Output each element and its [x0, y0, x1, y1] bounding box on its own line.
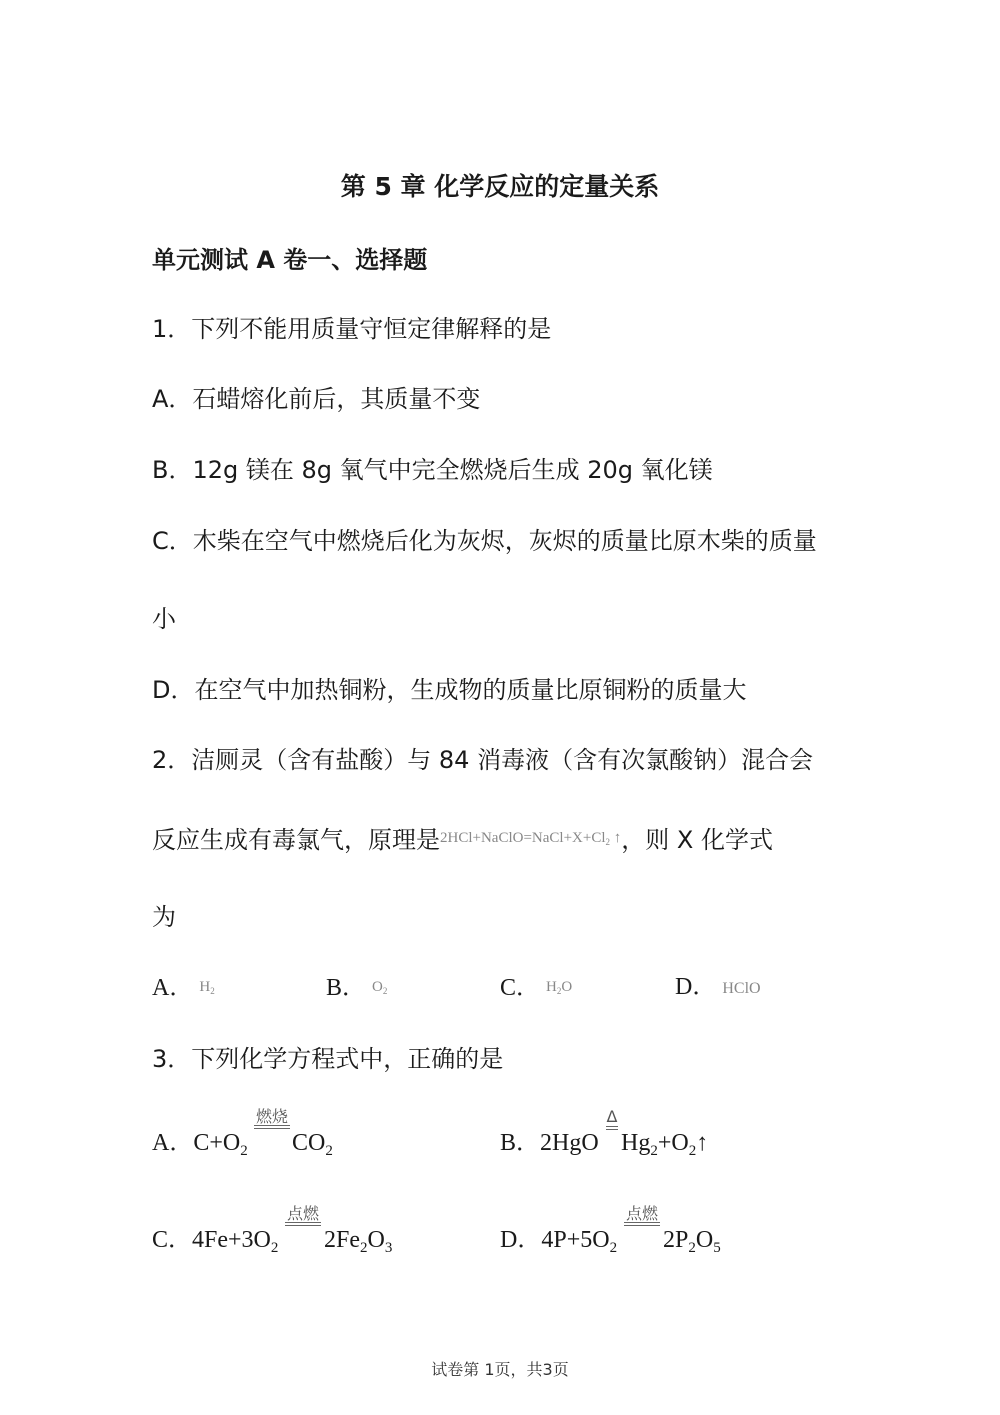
question-2-stem: 2．洁厕灵（含有盐酸）与 84 消毒液（含有次氯酸钠）混合会 [152, 746, 814, 774]
page-footer: 试卷第 1页，共3页 [431, 1360, 569, 1379]
condition-ignite-c: 点燃 [286, 1204, 319, 1223]
question-3-option-c: C．$4Fe+3O_2$ [152, 1227, 279, 1256]
question-2-option-a: A． $H_2$ [152, 975, 215, 1001]
question-2-option-b: B． $O_2$ [326, 975, 388, 1001]
question-3-option-d: D．$4P+5O_2$ [500, 1227, 618, 1256]
question-3-option-b: B．2HgO [500, 1130, 599, 1156]
question-3-option-c-product: $2Fe_2O_3$ [324, 1227, 393, 1256]
question-1-stem: 1．下列不能用质量守恒定律解释的是 [152, 315, 552, 343]
question-2-option-d: D． HClO [675, 974, 761, 1000]
question-2-option-c: C． $H_2O$ [500, 975, 573, 1001]
question-1-option-b: B．12g 镁在 8g 氧气中完全燃烧后生成 20g 氧化镁 [152, 456, 713, 484]
formula-o2: $O_2$ [372, 979, 388, 996]
equal-sign-b [606, 1126, 618, 1130]
question-1-option-c-cont: 小 [152, 605, 176, 633]
equal-sign-c [285, 1222, 321, 1226]
question-3-option-d-product: $2P_2O_5$ [663, 1227, 721, 1256]
question-1-option-c: C．木柴在空气中燃烧后化为灰烬，灰烬的质量比原木柴的质量 [152, 527, 817, 555]
formula-h2: $H_2$ [199, 979, 215, 996]
condition-burn-a: 燃烧 [255, 1107, 288, 1126]
question-3-option-a: A．$C+O_2$ [152, 1130, 248, 1159]
formula-h2o: $H_2O$ [546, 979, 573, 996]
condition-ignite-d: 点燃 [625, 1204, 658, 1223]
section-heading: 单元测试 A 卷一、选择题 [152, 246, 428, 274]
question-2-stem-tail: ，则 X 化学式 [621, 826, 773, 854]
question-3-option-a-product: $CO_2$ [292, 1130, 333, 1159]
question-2-stem-line2 [152, 822, 773, 858]
equation-image: 2HCl+NaClO=NaCl+X+Cl2 ↑ [440, 830, 622, 847]
question-3-stem: 3．下列化学方程式中，正确的是 [152, 1045, 504, 1073]
page-title: 第 5 章 化学反应的定量关系 [340, 172, 660, 201]
equal-sign-a [254, 1125, 290, 1129]
question-2-stem-line3: 为 [152, 903, 176, 931]
formula-hclo: HClO [722, 980, 761, 997]
question-1-option-a: A．石蜡熔化前后，其质量不变 [152, 385, 481, 413]
question-1-option-d: D．在空气中加热铜粉，生成物的质量比原铜粉的质量大 [152, 676, 747, 704]
equal-sign-d [624, 1222, 660, 1226]
question-3-option-b-product: $Hg_2+O_2↑$ [621, 1130, 709, 1159]
question-2-stem-text: 反应生成有毒氯气，原理是 [152, 826, 440, 854]
condition-heat-b: Δ [606, 1107, 618, 1126]
